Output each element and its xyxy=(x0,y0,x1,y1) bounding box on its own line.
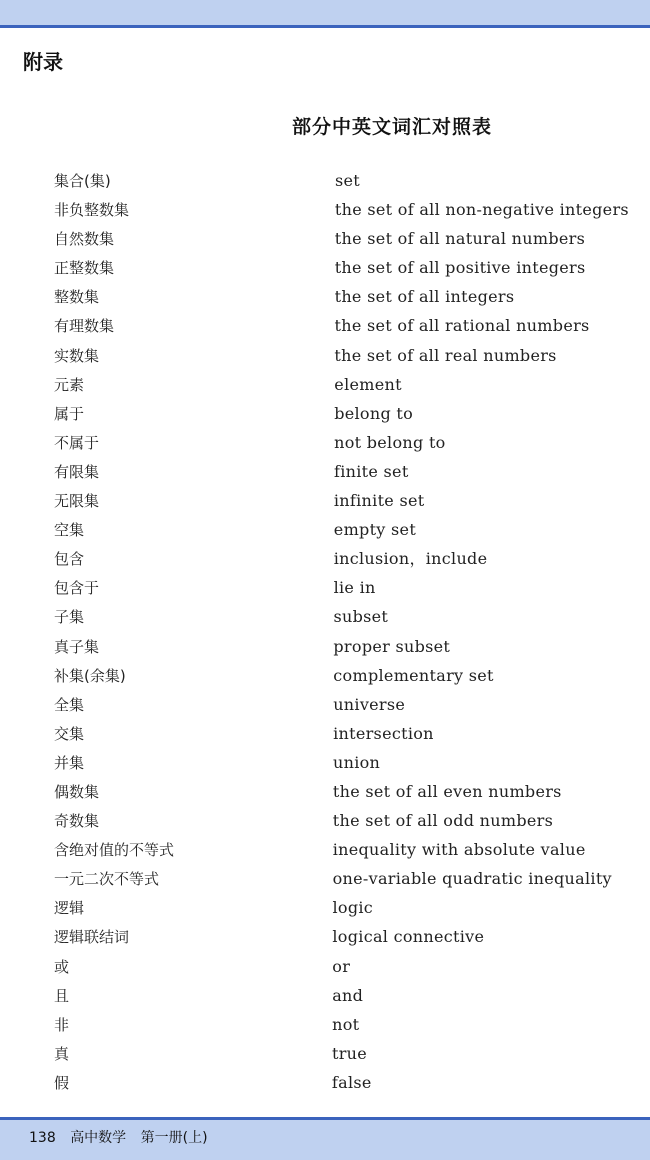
term-chinese: 包含 xyxy=(54,550,85,569)
glossary-row xyxy=(0,229,650,258)
term-english: intersection xyxy=(333,723,434,743)
glossary-row xyxy=(0,1073,650,1102)
glossary-row xyxy=(0,869,650,898)
term-chinese: 包含于 xyxy=(54,579,100,598)
term-english: the set of all non-negative integers xyxy=(334,200,629,220)
term-english: the set of all real numbers xyxy=(334,345,557,365)
glossary-row xyxy=(0,258,650,287)
header-band xyxy=(0,0,650,25)
term-chinese: 无限集 xyxy=(54,492,100,511)
header-rule xyxy=(0,25,650,28)
term-english: not xyxy=(332,1014,360,1034)
term-chinese: 正整数集 xyxy=(54,259,115,278)
term-chinese: 属于 xyxy=(54,404,85,423)
term-english: true xyxy=(332,1043,368,1063)
glossary-row xyxy=(0,404,650,433)
page-number: 138 xyxy=(29,1130,56,1146)
term-english: universe xyxy=(333,694,406,714)
glossary-row xyxy=(0,666,650,695)
term-chinese: 集合(集) xyxy=(54,172,111,190)
term-english: logical connective xyxy=(332,927,485,947)
term-chinese: 且 xyxy=(54,986,70,1005)
glossary-row xyxy=(0,433,650,462)
term-chinese: 补集(余集) xyxy=(54,666,126,685)
glossary-row xyxy=(0,607,650,636)
glossary-row xyxy=(0,753,650,782)
glossary-row xyxy=(0,375,650,404)
term-english: subset xyxy=(333,607,389,627)
glossary-row xyxy=(0,840,650,869)
glossary-table xyxy=(0,171,650,1102)
glossary-row xyxy=(0,287,650,316)
glossary-row xyxy=(0,346,650,375)
term-chinese: 有限集 xyxy=(54,462,100,481)
volume-label: 第一册(上) xyxy=(140,1130,208,1146)
term-chinese: 真子集 xyxy=(54,637,100,656)
term-english: the set of all rational numbers xyxy=(334,316,590,336)
term-english: set xyxy=(335,171,361,190)
glossary-row xyxy=(0,957,650,986)
term-english: the set of all positive integers xyxy=(334,258,586,278)
term-english: lie in xyxy=(333,578,376,598)
book-title: 高中数学 xyxy=(70,1130,127,1146)
term-chinese: 逻辑联结词 xyxy=(54,928,130,947)
term-chinese: 子集 xyxy=(54,608,85,627)
glossary-row xyxy=(0,578,650,607)
glossary-row xyxy=(0,549,650,578)
term-chinese: 偶数集 xyxy=(54,782,100,801)
term-chinese: 空集 xyxy=(54,521,85,540)
term-chinese: 一元二次不等式 xyxy=(54,870,160,889)
term-english: the set of all odd numbers xyxy=(332,811,554,831)
term-english: logic xyxy=(332,898,374,918)
glossary-row xyxy=(0,491,650,520)
term-english: or xyxy=(332,956,351,976)
term-chinese: 交集 xyxy=(54,724,85,743)
term-english: element xyxy=(334,374,402,394)
term-english: false xyxy=(331,1072,372,1092)
term-chinese: 或 xyxy=(54,957,70,976)
glossary-row xyxy=(0,724,650,753)
glossary-row xyxy=(0,316,650,345)
term-english: union xyxy=(333,752,381,772)
term-chinese: 自然数集 xyxy=(54,230,115,249)
glossary-row xyxy=(0,695,650,724)
term-english: one-variable quadratic inequality xyxy=(332,869,612,889)
term-english: proper subset xyxy=(333,636,451,656)
term-chinese: 元素 xyxy=(54,375,85,394)
term-english: not belong to xyxy=(334,432,446,452)
term-english: complementary set xyxy=(333,665,494,685)
term-chinese: 真 xyxy=(54,1044,70,1063)
term-chinese: 有理数集 xyxy=(54,317,115,336)
glossary-row xyxy=(0,462,650,491)
term-english: inequality with absolute value xyxy=(332,840,586,860)
term-chinese: 全集 xyxy=(54,695,85,714)
term-chinese: 假 xyxy=(54,1073,70,1092)
term-english: inclusion，include xyxy=(333,549,488,569)
term-chinese: 不属于 xyxy=(54,433,100,452)
glossary-row xyxy=(0,200,650,229)
term-chinese: 逻辑 xyxy=(54,899,85,918)
term-chinese: 非负整数集 xyxy=(54,201,130,220)
term-chinese: 奇数集 xyxy=(54,812,100,831)
glossary-row xyxy=(0,986,650,1015)
glossary-row xyxy=(0,811,650,840)
term-english: the set of all integers xyxy=(334,287,515,307)
term-english: and xyxy=(332,985,364,1005)
term-chinese: 非 xyxy=(54,1015,70,1034)
term-chinese: 整数集 xyxy=(54,288,100,307)
term-chinese: 并集 xyxy=(54,753,85,772)
term-chinese: 实数集 xyxy=(54,346,100,365)
term-english: the set of all natural numbers xyxy=(334,229,586,249)
term-chinese: 含绝对值的不等式 xyxy=(54,841,175,860)
glossary-row xyxy=(0,1044,650,1073)
glossary-row xyxy=(0,520,650,549)
footer xyxy=(29,1127,218,1147)
page-title: 部分中英文词汇对照表 xyxy=(292,116,493,138)
term-english: infinite set xyxy=(333,491,425,511)
glossary-row xyxy=(0,637,650,666)
glossary-row xyxy=(0,1015,650,1044)
term-english: empty set xyxy=(333,520,417,540)
section-label: 附录 xyxy=(23,50,63,74)
term-english: the set of all even numbers xyxy=(332,781,562,801)
glossary-row xyxy=(0,898,650,927)
glossary-row xyxy=(0,171,650,200)
glossary-row xyxy=(0,927,650,956)
term-english: finite set xyxy=(334,461,409,481)
glossary-row xyxy=(0,782,650,811)
term-english: belong to xyxy=(334,403,414,423)
